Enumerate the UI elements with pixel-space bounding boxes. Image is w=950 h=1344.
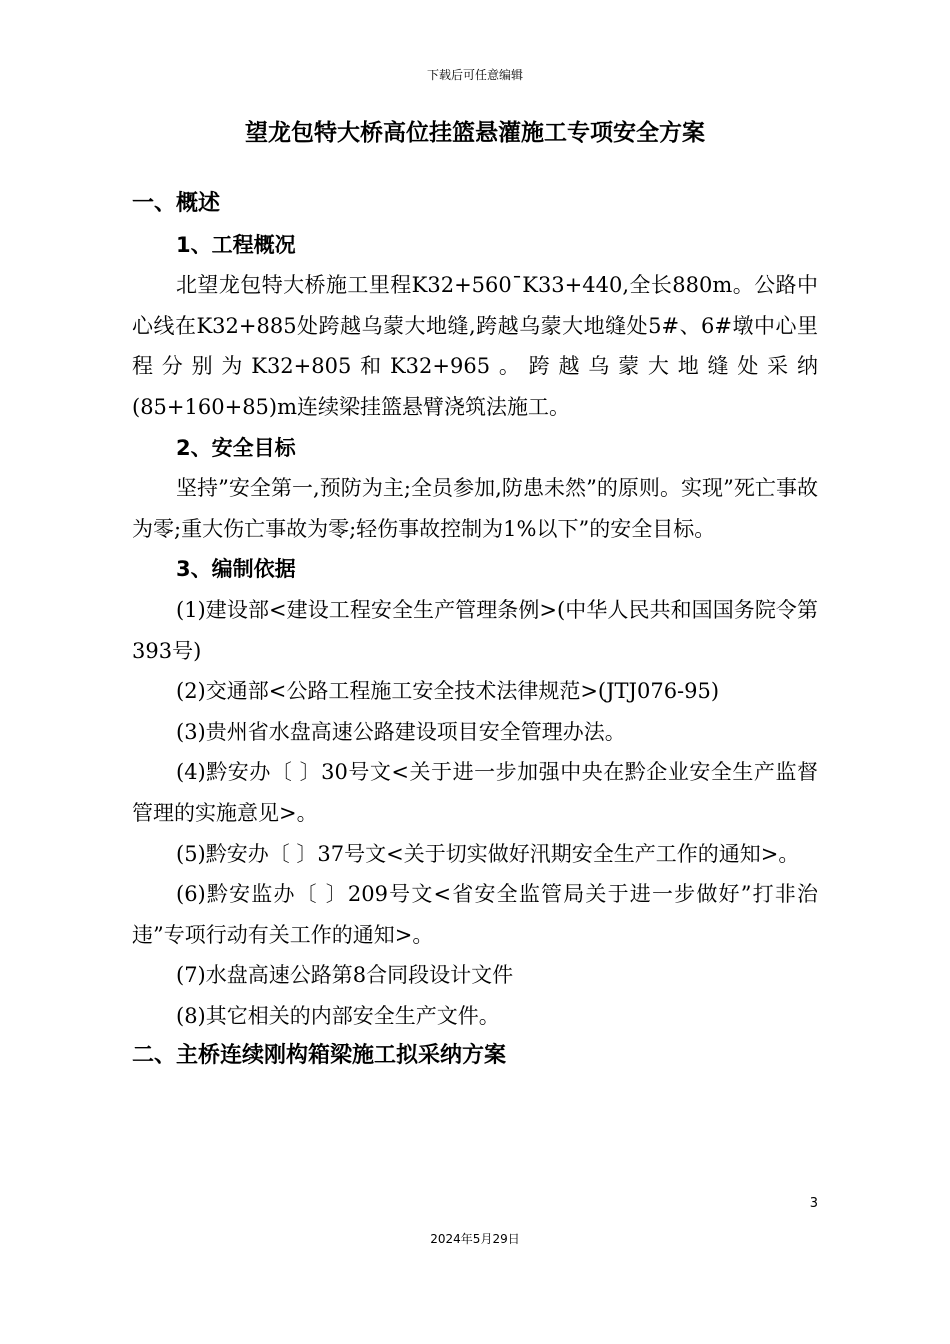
document-body — [132, 184, 818, 1077]
footer-date: 2024年5月29日 — [430, 1232, 520, 1246]
basis-item: (3)贵州省水盘高速公路建设项目安全管理办法。 — [176, 719, 626, 744]
basis-item: (8)其它相关的内部安全生产文件。 — [176, 1003, 500, 1028]
basis-item: (6)黔安监办〔 〕209号文<省安全监管局关于进一步做好”打非治违”专项行动有关工作的通知>。 — [132, 882, 818, 947]
basis-item: (1)建设部<建设工程安全生产管理条例>(中华人民共和国国务院令第393号) — [132, 597, 818, 663]
basis-item: (7)水盘高速公路第8合同段设计文件 — [176, 963, 514, 988]
document-title: 望龙包特大桥高位挂篮悬灌施工专项安全方案 — [245, 120, 705, 146]
basis-item: (5)黔安办〔 〕37号文<关于切实做好汛期安全生产工作的通知>。 — [176, 841, 800, 866]
basis-item: (2)交通部<公路工程施工安全技术法律规范>(JTJ076-95) — [176, 679, 720, 704]
subsection-heading-basis: 3、编制依据 — [176, 557, 296, 582]
header-note: 下载后可任意编辑 — [426, 68, 523, 82]
section-heading-1: 一、概述 — [132, 191, 221, 216]
section-heading-2: 二、主桥连续刚构箱梁施工拟采纳方案 — [132, 1043, 507, 1069]
basis-item: (4)黔安办〔 〕30号文<关于进一步加强中央在黔企业安全生产监督管理的实施意见>。 — [132, 760, 818, 825]
subsection-heading-safety-goal: 2、安全目标 — [176, 435, 296, 460]
page-number: 3 — [809, 1196, 818, 1211]
paragraph-project-overview: 北望龙包特大桥施工里程K32+560¯K33+440,全长880m。公路中心线在K32+885处跨越乌蒙大地缝,跨越乌蒙大地缝处5#、6#墩中心里程分别为K32+805和K32+965。跨越乌蒙大地缝处采纳(85+160+85)m连续梁挂篮悬臂浇筑法施工。 — [132, 273, 818, 419]
subsection-heading-project-overview: 1、工程概况 — [176, 232, 296, 257]
paragraph-safety-goal: 坚持”安全第一,预防为主;全员参加,防患未然”的原则。实现”死亡事故为零;重大伤亡事故为零;轻伤事故控制为1%以下”的安全目标。 — [132, 476, 818, 541]
